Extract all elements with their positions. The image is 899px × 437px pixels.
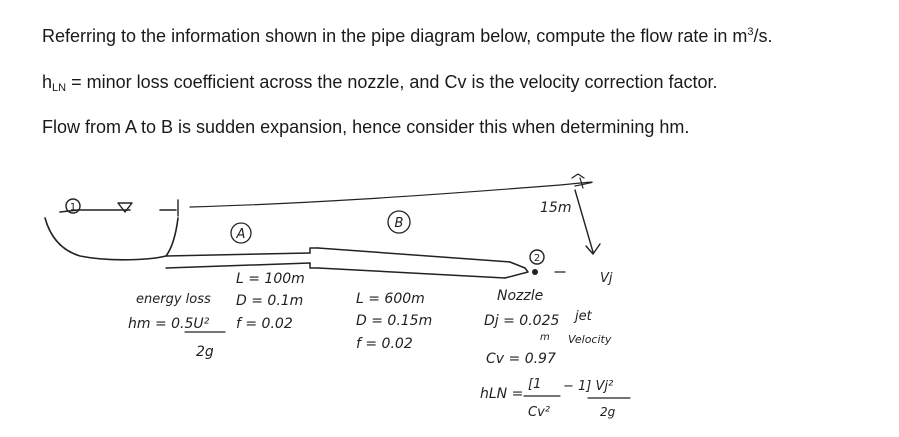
question-text-1: Referring to the information shown in the pipe diagram below, compute the flow rate in m	[42, 26, 748, 46]
nozzle-cv: Cv = 0.97	[486, 351, 556, 367]
hln-g-denominator: 2g	[600, 405, 616, 419]
question-line-3: Flow from A to B is sudden expansion, hence consider this when determining hm.	[42, 117, 690, 137]
jet-velocity-symbol: Vj	[600, 271, 613, 286]
entry-loss-title: energy loss	[136, 292, 211, 307]
question-line-1	[42, 26, 773, 47]
question-line-2	[42, 72, 718, 94]
pipe-diagram-sketch	[0, 160, 899, 437]
hln-lhs: hLN =	[480, 386, 524, 402]
height-label: 15m	[540, 200, 572, 216]
hln-subscript: LN	[52, 82, 67, 94]
point-1-label: 1	[69, 202, 77, 213]
pipe-b-friction: f = 0.02	[356, 336, 413, 352]
energy-line	[190, 182, 592, 207]
question-text-1-end: /s.	[753, 26, 773, 46]
height-arrow-head-top	[572, 174, 584, 178]
pipe-a-friction: f = 0.02	[236, 316, 293, 332]
nozzle-title: Nozzle	[497, 288, 544, 304]
pipe-a-diameter: D = 0.1m	[236, 293, 304, 309]
hln-tail: − 1] Vj²	[563, 379, 614, 394]
nozzle-dj: Dj = 0.025	[484, 313, 560, 329]
pipe-b-diameter: D = 0.15m	[356, 313, 433, 329]
pipe-a	[166, 253, 310, 268]
point-2-label: 2	[533, 253, 541, 264]
label-b: B	[394, 216, 404, 231]
velocity-label: Velocity	[568, 333, 612, 346]
jet-label: jet	[575, 309, 592, 324]
hln-denominator: Cv²	[528, 405, 550, 420]
label-a: A	[236, 227, 246, 242]
pipe-a-length: L = 100m	[236, 271, 305, 287]
reservoir-outline	[45, 218, 178, 260]
pipe-b	[318, 248, 510, 278]
nozzle-outline	[505, 262, 528, 278]
entry-loss-equation: hm = 0.5U²	[128, 316, 210, 332]
question-text-2: = minor loss coefficient across the nozzle, and Cv is the velocity correction factor.	[66, 72, 718, 92]
nozzle-dj-unit: m	[540, 332, 550, 343]
entry-loss-denominator: 2g	[196, 344, 214, 360]
pipe-b-length: L = 600m	[356, 291, 425, 307]
height-arrow	[575, 190, 600, 254]
jet-dot-icon	[532, 269, 538, 275]
hln-symbol: h	[42, 72, 53, 92]
cubed-superscript: 3	[747, 26, 754, 38]
hln-numerator: [1	[528, 377, 542, 392]
expansion-joint	[310, 248, 318, 268]
